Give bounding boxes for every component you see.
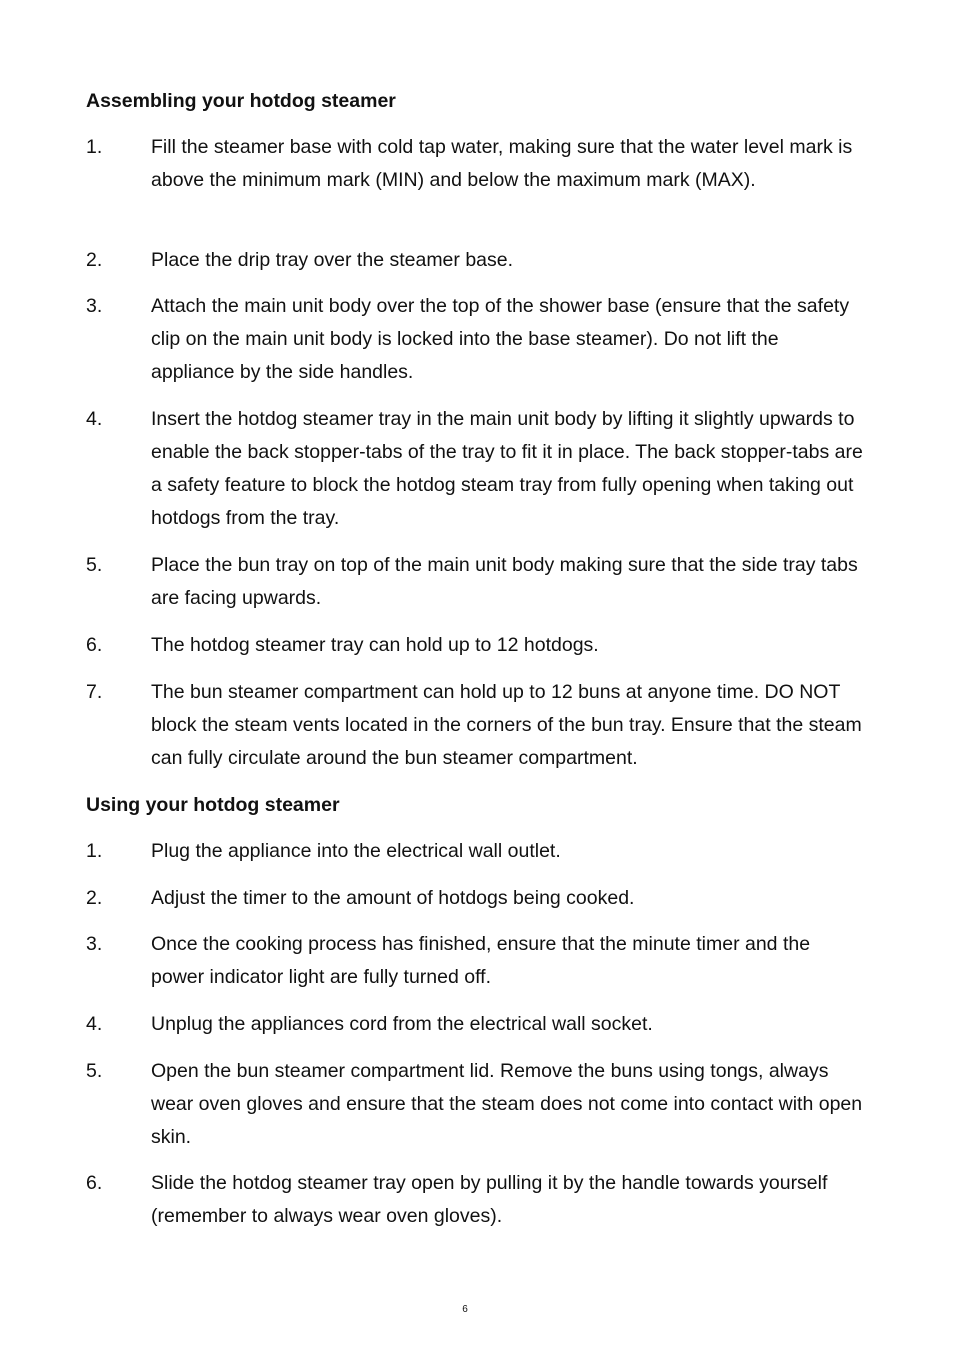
list-item-text: The hotdog steamer tray can hold up to 12 hotdogs. <box>151 634 599 656</box>
list-item-text: Attach the main unit body over the top of the shower base (ensure that the safety clip on the main unit body is locked into the base steamer). Do not lift the appliance by the side handles. <box>151 295 850 383</box>
list-item-number: 4. <box>86 408 103 430</box>
list-item-text: Plug the appliance into the electrical wall outlet. <box>151 840 561 862</box>
list-item-text: Place the bun tray on top of the main unit body making sure that the side tray tabs are facing upwards. <box>151 554 858 609</box>
list-item-number: 7. <box>86 681 103 703</box>
list-item-text: Once the cooking process has finished, ensure that the minute timer and the power indicator light are fully turned off. <box>151 933 811 988</box>
list-item-number: 5. <box>86 554 103 576</box>
list-item-number: 4. <box>86 1013 103 1035</box>
list-item-number: 3. <box>86 933 103 955</box>
list-item-text: Unplug the appliances cord from the electrical wall socket. <box>151 1013 653 1035</box>
list-item-text: Fill the steamer base with cold tap water, making sure that the water level mark is above the minimum mark (MIN) and below the maximum mark (MAX). <box>151 136 853 191</box>
list-item-number: 1. <box>86 840 103 862</box>
page-number: 6 <box>462 1304 468 1315</box>
list-item-text: Open the bun steamer compartment lid. Remove the buns using tongs, always wear oven gloves and ensure that the steam does not come into contact with open skin. <box>151 1060 863 1148</box>
list-item-number: 3. <box>86 295 103 317</box>
list-item-text: Slide the hotdog steamer tray open by pulling it by the handle towards yourself (remember to always wear oven gloves). <box>151 1172 828 1227</box>
list-item-number: 2. <box>86 249 103 271</box>
list-item-number: 5. <box>86 1060 103 1082</box>
list-item-text: Insert the hotdog steamer tray in the main unit body by lifting it slightly upwards to enable the back stopper-tabs of the tray to fit it in place. The back stopper-tabs are a safety feature to block the hotdog steam tray from fully opening when taking out hotdogs from the tray. <box>151 408 863 529</box>
list-item-text: Place the drip tray over the steamer base. <box>151 249 514 271</box>
list-item-number: 2. <box>86 887 103 909</box>
section-heading-assembling: Assembling your hotdog steamer <box>86 90 396 112</box>
list-item-number: 1. <box>86 136 103 158</box>
section-heading-using: Using your hotdog steamer <box>86 794 340 816</box>
list-item-number: 6. <box>86 634 103 656</box>
list-item-text: The bun steamer compartment can hold up to 12 buns at anyone time. DO NOT block the steam vents located in the corners of the bun tray. Ensure that the steam can fully circulate around the bun steamer compartment. <box>151 681 862 769</box>
list-item-number: 6. <box>86 1172 103 1194</box>
list-item-text: Adjust the timer to the amount of hotdogs being cooked. <box>151 887 635 909</box>
